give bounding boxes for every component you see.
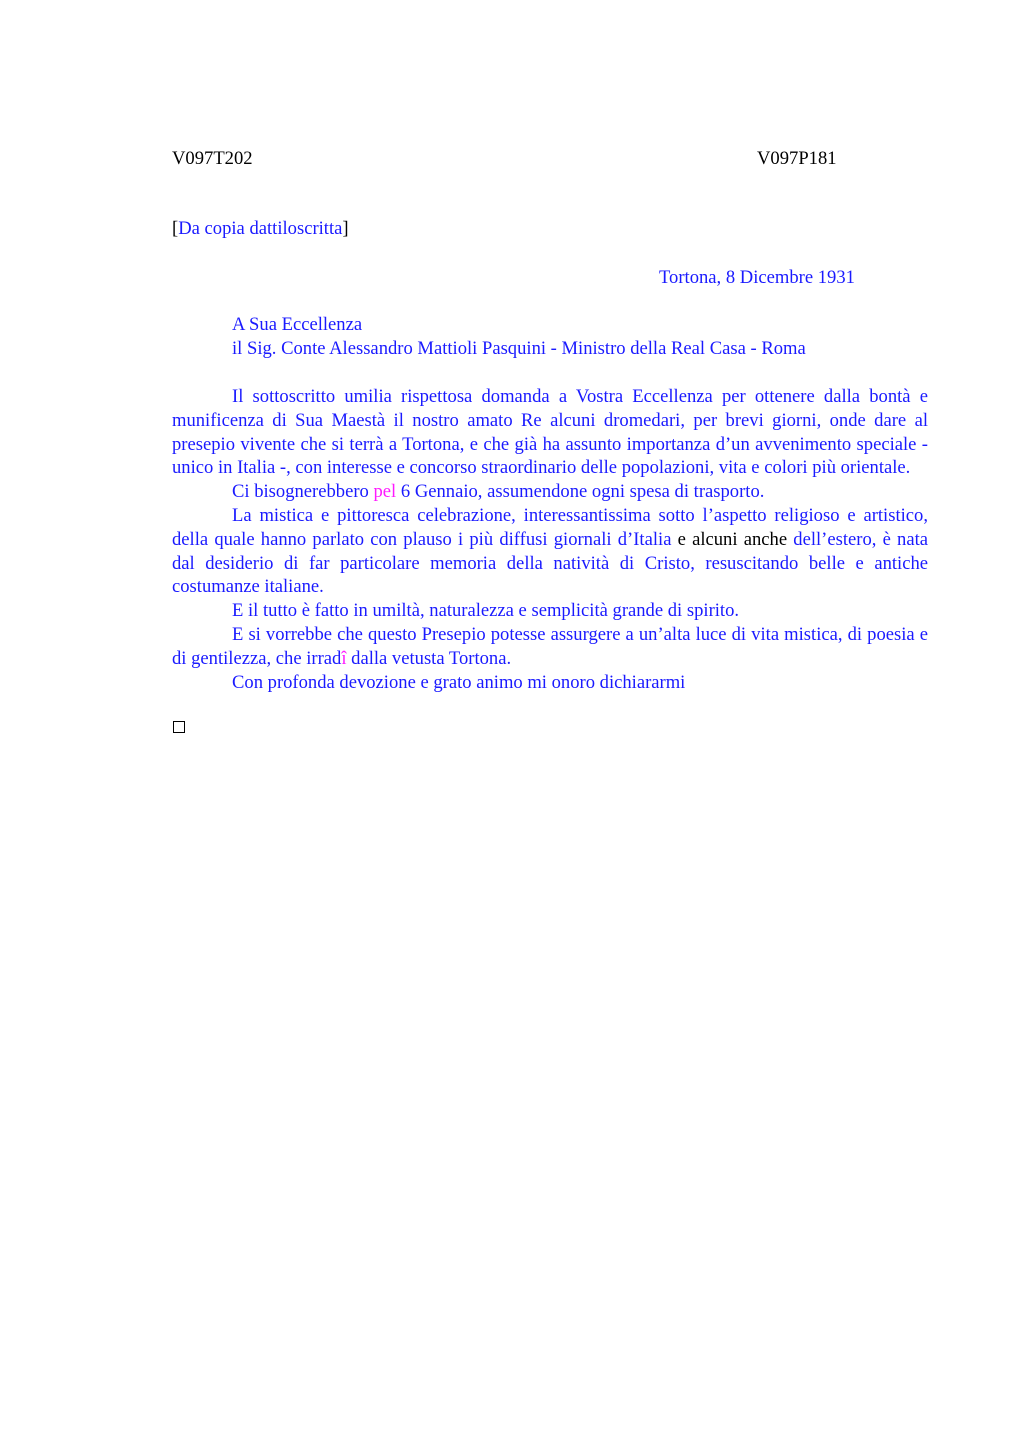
paragraph-3-end: dell’estero, è nata dal desiderio di far particolare memoria della natività di Cristo, resuscitando belle e antiche costumanze italiane. <box>172 528 928 598</box>
date-line: Tortona, 8 Dicembre 1931 <box>659 267 855 288</box>
source-open-bracket: [ <box>172 218 179 239</box>
code-left: V097T202 <box>172 148 253 169</box>
paragraph-2 <box>172 480 928 504</box>
paragraph-3 <box>172 504 928 599</box>
source-note-text: Da copia dattiloscritta <box>178 218 343 239</box>
address-line-2: il Sig. Conte Alessandro Mattioli Pasquini - Ministro della Real Casa - Roma <box>232 338 806 359</box>
source-close-bracket: ] <box>342 218 349 239</box>
paragraph-5-end: dalla vetusta Tortona. <box>346 647 512 669</box>
address-block <box>232 313 806 361</box>
paragraph-2-start: Ci bisognerebbero <box>232 481 374 503</box>
paragraph-5-highlight: î <box>341 647 347 669</box>
source-note <box>172 217 349 241</box>
paragraph-2-highlight: pel <box>373 481 397 503</box>
paragraph-6: Con profonda devozione e grato animo mi onoro dichiararmi <box>232 671 686 693</box>
paragraph-1: Il sottoscritto umilia rispettosa domanda a Vostra Eccellenza per ottenere dalla bontà e munificenza di Sua Maestà il nostro amato Re alcuni dromedari, per brevi giorni, onde dare al presepio vivente che si terrà a Tortona, e che già ha assunto importanza d’un avvenimento speciale - unico in Italia -, con interesse e concorso straordinario delle popolazioni, vita e colori più orientale. <box>172 386 928 479</box>
paragraph-5-start: E si vorrebbe che questo Presepio potesse assurgere a un’alta luce di vita mistica, di poesia e di gentilezza, che irrad <box>172 623 928 669</box>
paragraph-4: E il tutto è fatto in umiltà, naturalezza e semplicità grande di spirito. <box>232 600 740 622</box>
empty-box-marker <box>173 721 185 733</box>
code-right: V097P181 <box>757 148 837 169</box>
letter-body <box>172 385 928 694</box>
paragraph-2-end: 6 Gennaio, assumendone ogni spesa di trasporto. <box>396 481 765 503</box>
paragraph-3-start: La mistica e pittoresca celebrazione, interessantissima sotto l’aspetto religioso e artistico, della quale hanno parlato con plauso i più diffusi giornali d’Italia <box>172 504 928 550</box>
document-codes <box>172 147 852 171</box>
paragraph-3-black-segment: e alcuni anche <box>671 528 788 550</box>
address-line-1: A Sua Eccellenza <box>232 314 363 335</box>
paragraph-5 <box>172 623 928 671</box>
